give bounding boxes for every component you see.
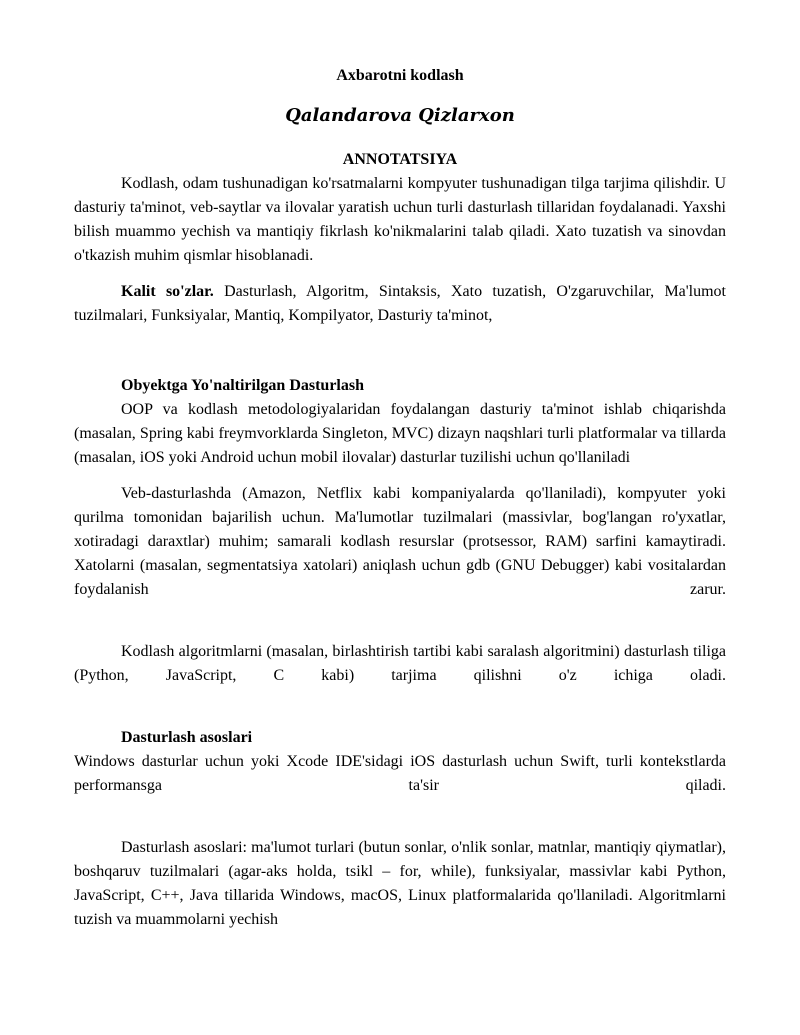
section1-paragraph-1: OOP va kodlash metodologiyalaridan foydalangan dasturiy ta'minot ishlab chiqarishda (masalan, Spring kabi freymvorklarda Singleton, MVC) dizayn naqshlari turli platformalar va tillarda (masalan, iOS yoki Android uchun mobil ilovalar) dasturlar tuzilishi uchun qo'llaniladi <box>74 401 726 466</box>
section1-paragraph-2: Veb-dasturlashda (Amazon, Netflix kabi kompaniyalarda qo'llaniladi), kompyuter yoki qurilma tomonidan bajarilish uchun. Ma'lumotlar tuzilmalari (massivlar, bog'langan ro'yxatlar, xotiradagi daraxtlar) muhim; samarali kodlash resurslar (protsessor, RAM) sarfini kamaytiradi. Xatolarni (masalan, segmentatsiya xatolari) aniqlash uchun gdb (GNU Debugger) kabi vositalardan foydalanish zarur. <box>74 485 726 598</box>
section-heading-oop: Obyektga Yo'naltirilgan Dasturlash <box>121 377 364 394</box>
section2-paragraph-2: Dasturlash asoslari: ma'lumot turlari (butun sonlar, o'nlik sonlar, matnlar, mantiqiy qiymatlar), boshqaruv tuzilmalari (agar-aks holda, tsikl – for, while), funksiyalar, massivlar kabi Python, JavaScript, C++, Java tillarida Windows, macOS, Linux platformalarida qo'llaniladi. Algoritmlarni tuzish va muammolarni yechish <box>74 839 726 928</box>
annotation-paragraph: Kodlash, odam tushunadigan ko'rsatmalarni kompyuter tushunadigan tilga tarjima qilishdir. U dasturiy ta'minot, veb-saytlar va ilovalar yaratish uchun turli dasturlash tillaridan foydalanadi. Yaxshi bilish muammo yechish va mantiqiy fikrlash ko'nikmalarini talab qiladi. Xato tuzatish va sinovdan o'tkazish muhim qismlar hisoblanadi. <box>74 175 726 264</box>
document-title: Axbarotni kodlash <box>336 67 464 84</box>
keywords-label: Kalit so'zlar. <box>121 283 214 300</box>
keywords-text: Dasturlash, Algoritm, Sintaksis, Xato tuzatish, O'zgaruvchilar, Ma'lumot tuzilmalari, Funksiyalar, Mantiq, Kompilyator, Dasturiy ta'minot, <box>74 283 726 324</box>
keywords-paragraph <box>74 280 726 328</box>
section1-paragraph-3: Kodlash algoritmlarni (masalan, birlashtirish tartibi kabi saralash algoritmini) dasturlash tiliga (Python, JavaScript, C kabi) tarjima qilishni o'z ichiga oladi. <box>74 643 726 684</box>
annotation-heading: ANNOTATSIYA <box>342 151 458 168</box>
document-page <box>74 64 726 932</box>
section-heading-basics: Dasturlash asoslari <box>121 729 253 746</box>
section2-paragraph-1: Windows dasturlar uchun yoki Xcode IDE'sidagi iOS dasturlash uchun Swift, turli kontekstlarda performansga ta'sir qiladi. <box>74 753 726 794</box>
document-author: Qalandarova Qizlarxon <box>285 105 515 126</box>
